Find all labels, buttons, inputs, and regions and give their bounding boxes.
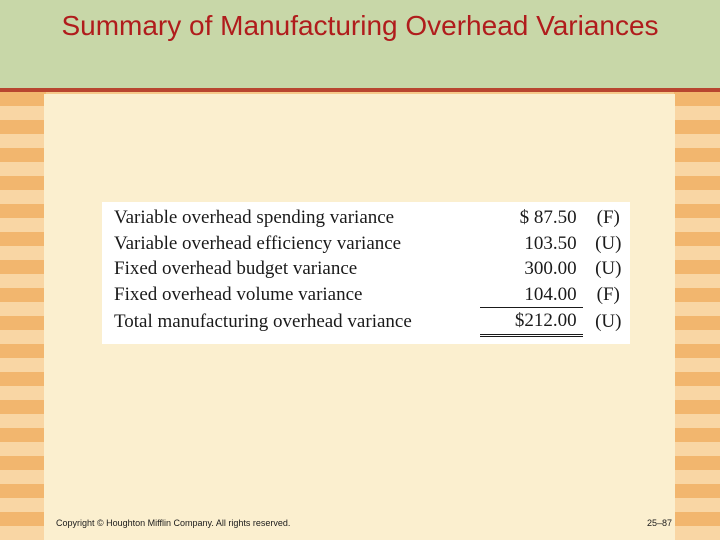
variance-summary-card [102,202,630,344]
row-label: Variable overhead efficiency variance [114,232,402,254]
row-label: Variable overhead spending variance [114,207,395,228]
table-row [114,256,630,282]
slide-number: 25–87 [646,518,672,528]
slide-header [0,0,720,92]
copyright-notice: Copyright © Houghton Mifflin Company. All rights reserved. [56,518,291,528]
row-flag: (U) [595,258,622,279]
total-label: Total manufacturing overhead variance [114,310,412,332]
variance-summary-table [114,205,630,337]
total-amount: $212.00 [480,308,583,336]
row-flag: (F) [596,283,620,305]
table-total-row [114,308,630,336]
table-row [114,231,630,257]
row-amount: $ 87.50 [519,207,577,228]
row-label: Fixed overhead volume variance [114,283,363,305]
table-row [114,282,630,308]
row-amount: 104.00 [480,282,583,308]
right-decorative-band [674,92,720,540]
row-label: Fixed overhead budget variance [114,258,358,279]
left-decorative-band [0,92,46,540]
row-flag: (F) [596,207,620,228]
row-amount: 300.00 [524,258,577,279]
table-row [114,205,630,231]
row-flag: (U) [595,232,622,254]
row-amount: 103.50 [524,232,577,254]
slide-title: Summary of Manufacturing Overhead Variances [61,10,659,41]
total-flag: (U) [595,310,622,332]
